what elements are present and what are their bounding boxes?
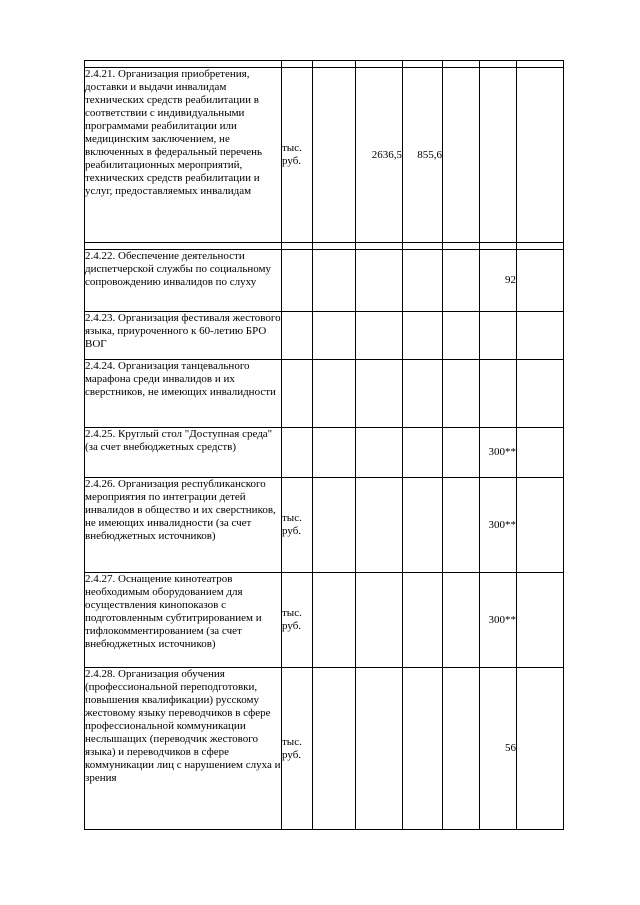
row-unit: тыс. руб. xyxy=(282,68,313,243)
row-description: 2.4.22. Обеспечение деятельности диспетчерской службы по социальному сопровождению инвалидов по слуху xyxy=(85,250,282,312)
table-row xyxy=(85,668,564,830)
row-unit: тыс. руб. xyxy=(282,478,313,573)
table-row xyxy=(85,478,564,573)
row-description: 2.4.25. Круглый стол "Доступная среда" (за счет внебюджетных средств) xyxy=(85,428,282,478)
table-row xyxy=(85,573,564,668)
row-value-3 xyxy=(356,312,403,360)
row-value-4 xyxy=(403,573,443,668)
program-table xyxy=(84,60,564,830)
row-description: 2.4.26. Организация республиканского мероприятия по интеграции детей инвалидов в общество и их сверстников, не имеющих инвалидности (за счет внебюджетных источников) xyxy=(85,478,282,573)
row-unit: тыс. руб. xyxy=(282,573,313,668)
row-unit xyxy=(282,250,313,312)
table-row xyxy=(85,312,564,360)
row-value-6: 56 xyxy=(480,668,517,830)
row-value-6: 300** xyxy=(480,478,517,573)
row-value-4 xyxy=(403,312,443,360)
table-row xyxy=(85,360,564,428)
row-value-4 xyxy=(403,360,443,428)
row-value-6: 92 xyxy=(480,250,517,312)
row-value-3: 2636,5 xyxy=(356,68,403,243)
table-top-spacer xyxy=(85,61,564,68)
row-unit: тыс. руб. xyxy=(282,668,313,830)
row-value-3 xyxy=(356,360,403,428)
row-value-4 xyxy=(403,428,443,478)
row-value-6 xyxy=(480,360,517,428)
row-value-4 xyxy=(403,478,443,573)
row-description: 2.4.28. Организация обучения (профессиональной переподготовки, повышения квалификации) русскому жестовому языку переводчиков в сфере профессиональной коммуникации неслышащих (переводчик жестового языка) и переводчиков в сфере коммуникации лиц с нарушением слуха и зрения xyxy=(85,668,282,830)
row-value-4: 855,6 xyxy=(403,68,443,243)
row-unit xyxy=(282,312,313,360)
row-value-6: 300** xyxy=(480,428,517,478)
table-row xyxy=(85,250,564,312)
row-value-6 xyxy=(480,312,517,360)
table-row xyxy=(85,68,564,243)
row-value-3 xyxy=(356,478,403,573)
row-value-3 xyxy=(356,668,403,830)
row-value-4 xyxy=(403,668,443,830)
row-unit xyxy=(282,428,313,478)
row-description: 2.4.23. Организация фестиваля жестового языка, приуроченного к 60-летию БРО ВОГ xyxy=(85,312,282,360)
row-value-6: 300** xyxy=(480,573,517,668)
row-unit xyxy=(282,360,313,428)
row-description: 2.4.24. Организация танцевального марафона среди инвалидов и их сверстников, не имеющих инвалидности xyxy=(85,360,282,428)
row-description: 2.4.27. Оснащение кинотеатров необходимым оборудованием для осуществления кинопоказов с подготовленным субтитрированием и тифлокомментированием (за счет внебюджетных источников) xyxy=(85,573,282,668)
row-value-3 xyxy=(356,250,403,312)
row-description: 2.4.21. Организация приобретения, доставки и выдачи инвалидам технических средств реабилитации в соответствии с индивидуальными программами реабилитации или медицинским заключением, не включенных в федеральный перечень реабилитационных мероприятий, технических средств реабилитации и услуг, предоставляемых инвалидам xyxy=(85,68,282,243)
row-value-6 xyxy=(480,68,517,243)
table-row xyxy=(85,428,564,478)
row-value-3 xyxy=(356,428,403,478)
row-value-3 xyxy=(356,573,403,668)
row-value-4 xyxy=(403,250,443,312)
